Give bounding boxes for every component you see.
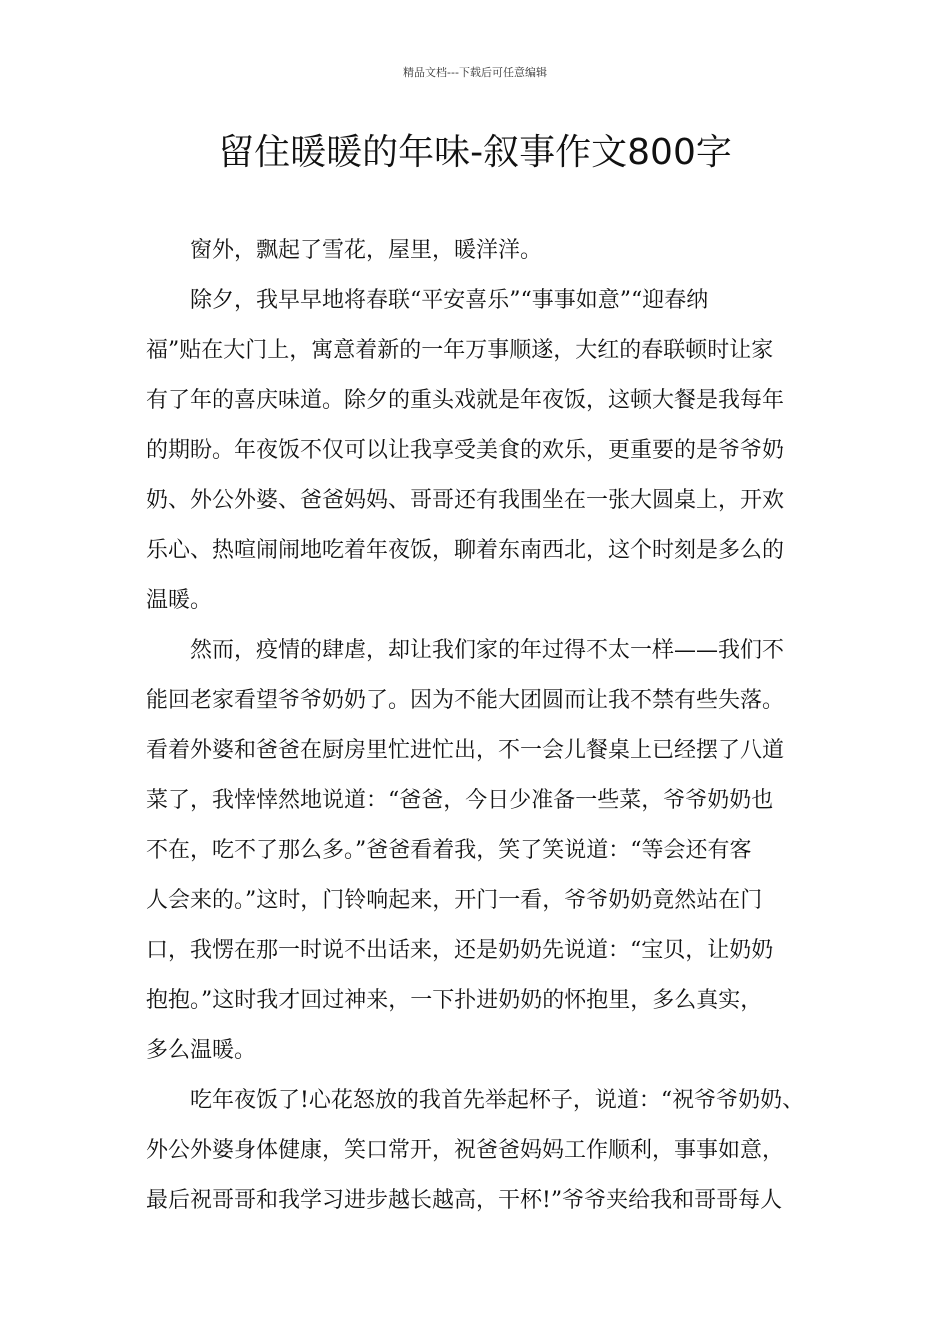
- header-note: 精品文档---下载后可任意编辑: [403, 66, 547, 79]
- text-line: 外公外婆身体健康，笑口常开，祝爸爸妈妈工作顺利，事事如意，: [146, 1138, 785, 1163]
- paragraph-3: [146, 626, 810, 1076]
- paragraph-1: [146, 226, 810, 276]
- text-line: 福”贴在大门上，寓意着新的一年万事顺遂，大红的春联顿时让家: [146, 338, 774, 363]
- text-line: 抱抱。”这时我才回过神来，一下扑进奶奶的怀抱里，多么真实，: [146, 988, 763, 1013]
- paragraph-2: [146, 276, 810, 626]
- text-line: 菜了，我悻悻然地说道：“爸爸，今日少准备一些菜，爷爷奶奶也: [146, 788, 774, 813]
- text-line: 不在，吃不了那么多。”爸爸看着我，笑了笑说道：“等会还有客: [146, 838, 752, 863]
- paragraph-4: [146, 1076, 810, 1226]
- page-title: 留住暖暖的年味-叙事作文800字: [218, 132, 732, 173]
- essay-body: [146, 226, 810, 1226]
- text-line: 人会来的。”这时，门铃响起来，开门一看，爷爷奶奶竟然站在门: [146, 888, 763, 913]
- text-line: 吃年夜饭了!心花怒放的我首先举起杯子，说道：“祝爷爷奶奶、: [190, 1088, 805, 1113]
- text-line: 除夕，我早早地将春联“平安喜乐”“事事如意”“迎春纳: [190, 288, 709, 313]
- text-line: 多么温暖。: [146, 1038, 257, 1063]
- text-line: 看着外婆和爸爸在厨房里忙进忙出，不一会儿餐桌上已经摆了八道: [146, 738, 785, 763]
- text-line: 有了年的喜庆味道。除夕的重头戏就是年夜饭，这顿大餐是我每年: [146, 388, 785, 413]
- text-line: 乐心、热喧闹闹地吃着年夜饭，聊着东南西北，这个时刻是多么的: [146, 538, 785, 563]
- text-line: 的期盼。年夜饭不仅可以让我享受美食的欢乐，更重要的是爷爷奶: [146, 438, 785, 463]
- text-line: 温暖。: [146, 588, 213, 613]
- text-line: 奶、外公外婆、爸爸妈妈、哥哥还有我围坐在一张大圆桌上，开欢: [146, 488, 785, 513]
- text-line: 窗外，飘起了雪花，屋里，暖洋洋。: [190, 238, 543, 263]
- text-line: 口，我愣在那一时说不出话来，还是奶奶先说道：“宝贝，让奶奶: [146, 938, 774, 963]
- text-line: 能回老家看望爷爷奶奶了。因为不能大团圆而让我不禁有些失落。: [146, 688, 785, 713]
- text-line: 最后祝哥哥和我学习进步越长越高，干杯!”爷爷夹给我和哥哥每人: [146, 1188, 783, 1213]
- text-line: 然而，疫情的肆虐，却让我们家的年过得不太一样——我们不: [190, 638, 785, 663]
